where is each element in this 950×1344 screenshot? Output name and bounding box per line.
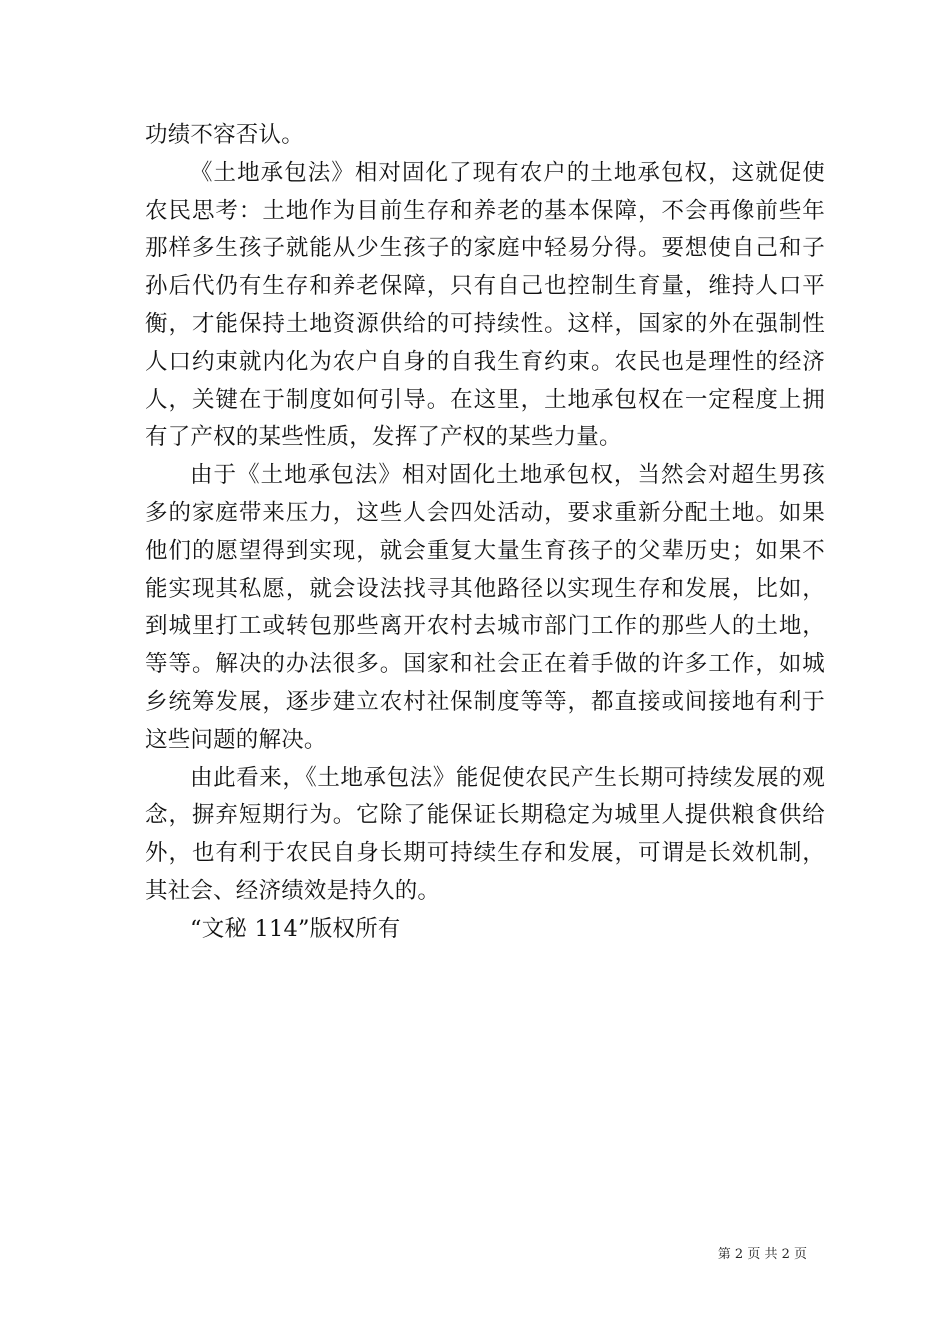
document-body <box>145 117 825 949</box>
copyright-notice: “文秘 114”版权所有 <box>190 915 401 942</box>
page-number-footer: 第 2 页 共 2 页 <box>717 1247 807 1262</box>
paragraph-continuation: 功绩不容否认。 <box>145 122 304 148</box>
paragraph-conclusion: 由此看来，《土地承包法》能促使农民产生长期可持续发展的观念，摒弃短期行为。它除了能保证长期稳定为城里人提供粮食供给外，也有利于农民自身长期可持续生存和发展，可谓是长效机制，其社会、经济绩效是持久的。 <box>145 764 825 904</box>
paragraph-land-contract-law: 《土地承包法》相对固化了现有农户的土地承包权，这就促使农民思考：土地作为目前生存和养老的基本保障，不会再像前些年那样多生孩子就能从少生孩子的家庭中轻易分得。要想使自己和子孙后代仍有生存和养老保障，只有自己也控制生育量，维持人口平衡，才能保持土地资源供给的可持续性。这样，国家的外在强制性人口约束就内化为农户自身的自我生育约束。农民也是理性的经济人，关键在于制度如何引导。在这里，土地承包权在一定程度上拥有了产权的某些性质，发挥了产权的某些力量。 <box>145 159 825 451</box>
paragraph-pressure-on-families: 由于《土地承包法》相对固化土地承包权，当然会对超生男孩多的家庭带来压力，这些人会四处活动，要求重新分配土地。如果他们的愿望得到实现，就会重复大量生育孩子的父辈历史；如果不能实现其私愿，就会设法找寻其他路径以实现生存和发展，比如，到城里打工或转包那些离开农村去城市部门工作的那些人的土地，等等。解决的办法很多。国家和社会正在着手做的许多工作，如城乡统筹发展，逐步建立农村社保制度等等，都直接或间接地有利于这些问题的解决。 <box>145 462 825 753</box>
